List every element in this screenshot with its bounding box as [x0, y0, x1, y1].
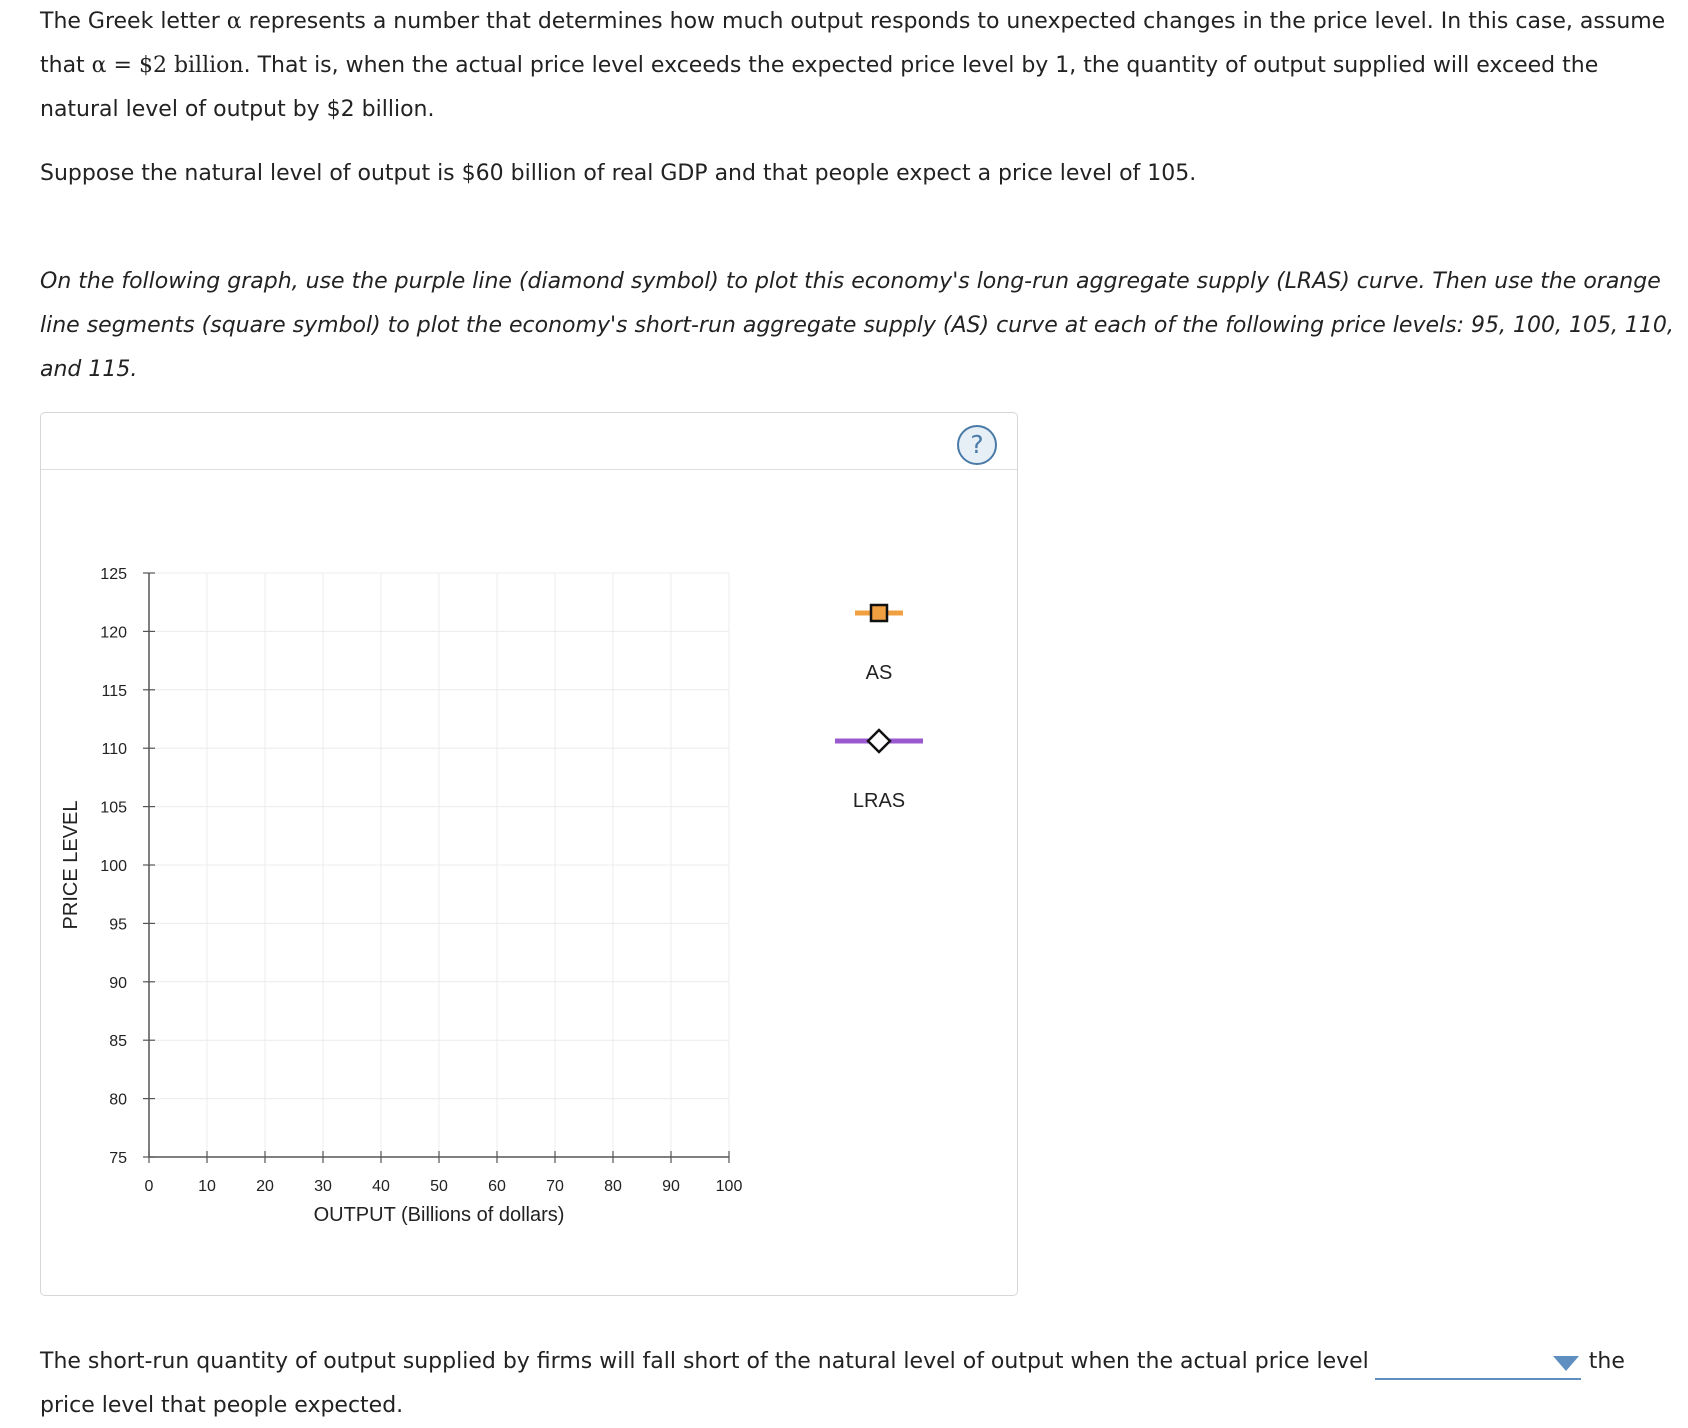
graph-panel[interactable]	[40, 412, 1018, 1296]
intro-paragraph	[40, 0, 1680, 132]
price-comparison-dropdown[interactable]	[1375, 1348, 1581, 1380]
y-tick-label-110: 110	[101, 741, 127, 759]
question-text-after: the price level that people expected.	[40, 1349, 1625, 1418]
alpha-symbol-2: α	[91, 53, 107, 78]
x-tick-label-60: 60	[488, 1178, 506, 1195]
x-tick-label-30: 30	[314, 1178, 332, 1195]
help-button[interactable]: ?	[957, 425, 997, 465]
as-square-icon[interactable]	[871, 605, 887, 621]
dropdown-arrow-icon[interactable]	[1553, 1356, 1579, 1371]
intro-text-3: . That is, when the actual price level exceeds the expected price level by 1, the quantity of output supplied will exceed the natural level of output by $2 billion.	[40, 53, 1599, 122]
as-tool-label: AS	[865, 662, 893, 684]
chart-svg[interactable]	[41, 413, 1019, 1297]
x-tick-label-10: 10	[198, 1178, 216, 1195]
alpha-value: $2 billion	[138, 53, 244, 78]
lras-diamond-icon[interactable]	[868, 730, 890, 752]
x-tick-label-20: 20	[256, 1178, 274, 1195]
y-tick-label-115: 115	[101, 682, 127, 700]
question-paragraph	[40, 1340, 1680, 1428]
x-tick-label-0: 0	[144, 1178, 154, 1195]
y-tick-label-85: 85	[109, 1033, 127, 1051]
lras-tool-label: LRAS	[852, 790, 906, 812]
y-tick-label-75: 75	[109, 1150, 127, 1167]
y-tick-label-90: 90	[109, 974, 127, 992]
y-axis-title: PRICE LEVEL	[60, 800, 82, 930]
y-tick-label-80: 80	[109, 1091, 127, 1109]
alpha-symbol: α	[226, 9, 242, 34]
assumption-paragraph: Suppose the natural level of output is $60 billion of real GDP and that people expect a price level of 105.	[40, 161, 1197, 186]
x-tick-label-90: 90	[662, 1178, 680, 1195]
intro-text-2: represents a number that determines how much output responds to unexpected changes in the price level. In this case, assume that	[40, 9, 1666, 78]
intro-text-1: The Greek letter	[40, 9, 227, 34]
x-tick-label-80: 80	[604, 1178, 622, 1195]
y-tick-label-125: 125	[100, 566, 127, 583]
instruction-paragraph: On the following graph, use the purple line (diamond symbol) to plot this economy's long-run aggregate supply (LRAS) curve. Then use the orange line segments (square symbol) to plot the economy's short-run aggregate supply (AS) curve at each of the following price levels: 95, 100, 105, 110, and 115.	[40, 269, 1674, 382]
y-tick-label-105: 105	[100, 799, 127, 817]
x-tick-label-70: 70	[546, 1178, 564, 1195]
y-tick-label-120: 120	[100, 624, 127, 642]
y-tick-label-100: 100	[100, 858, 127, 875]
question-text-before: The short-run quantity of output supplied by firms will fall short of the natural level of output when the actual price level	[40, 1349, 1369, 1374]
x-tick-label-50: 50	[430, 1178, 448, 1195]
equals-sign: =	[106, 53, 139, 78]
y-tick-label-95: 95	[109, 916, 127, 934]
x-axis-title: OUTPUT (Billions of dollars)	[313, 1204, 565, 1226]
x-tick-label-40: 40	[372, 1178, 390, 1195]
x-tick-label-100: 100	[715, 1178, 743, 1195]
